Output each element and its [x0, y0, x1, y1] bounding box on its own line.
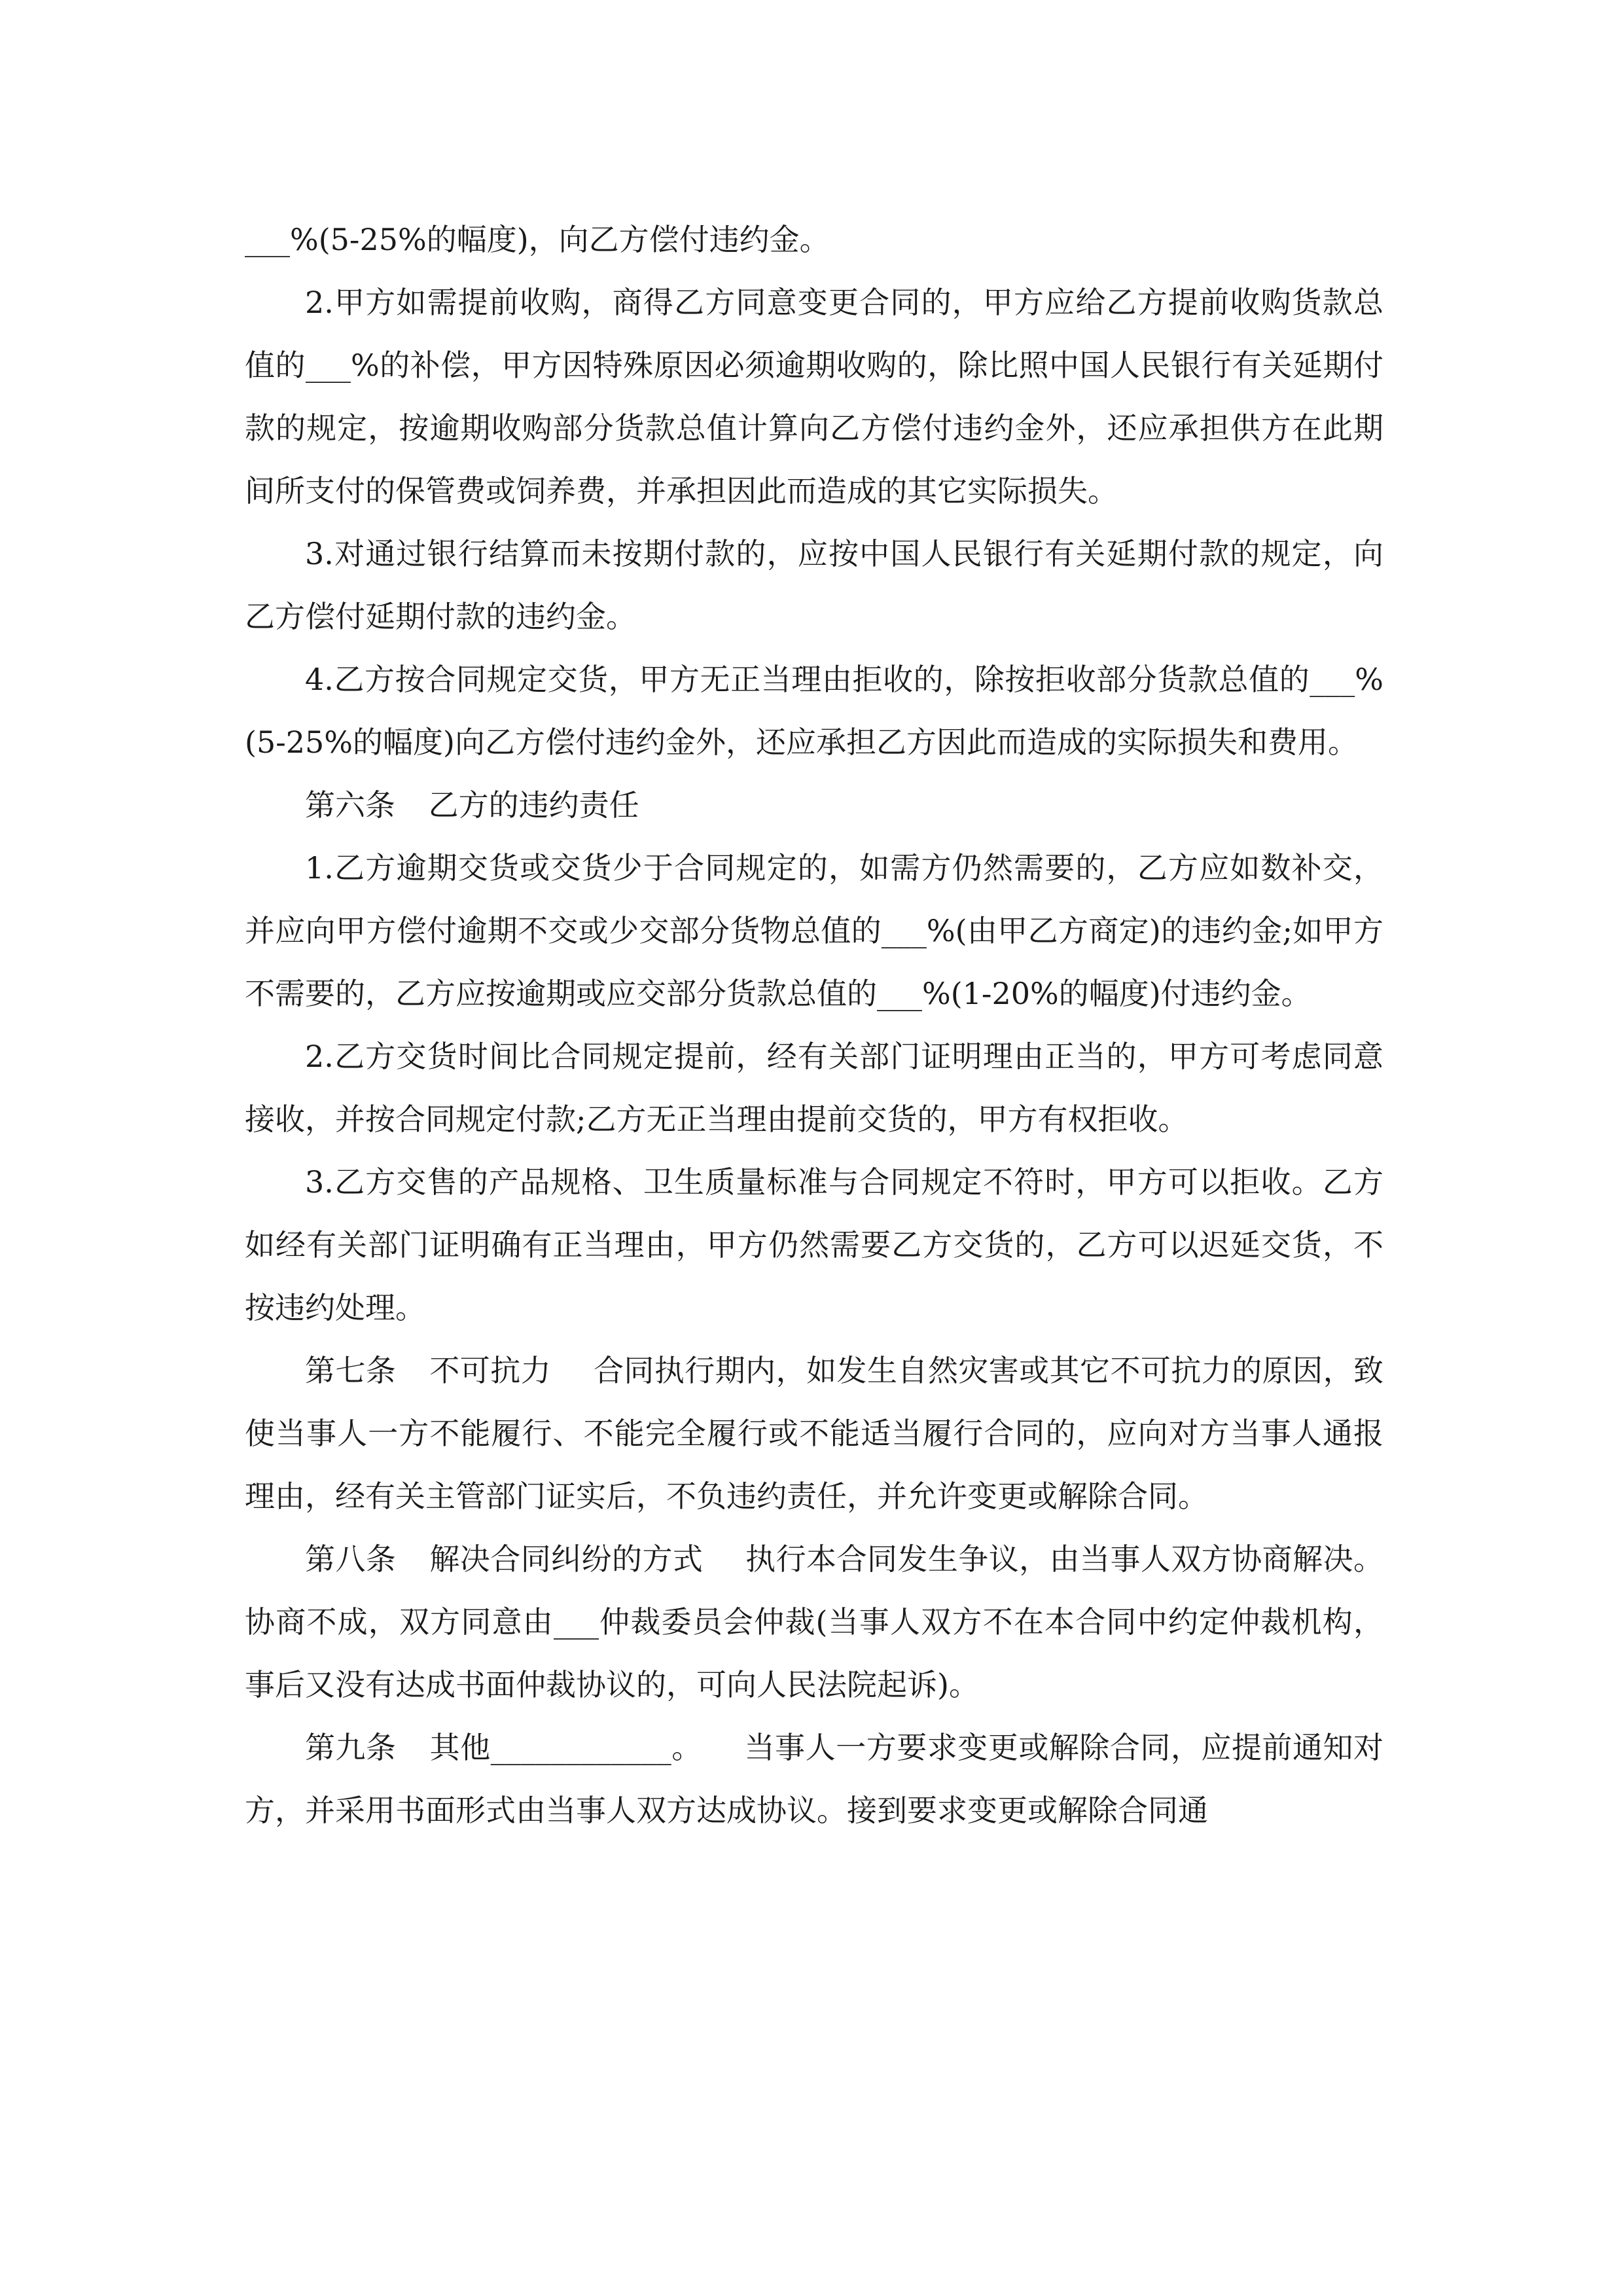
article-9-number: 第九条: [305, 1730, 397, 1765]
article-9: [245, 1716, 1383, 1842]
article-7-body: 合同执行期内，如发生自然灾害或其它不可抗力的原因，致使当事人一方不能履行、不能完全履行或不能适当履行合同的，应向对方当事人通报理由，经有关主管部门证实后，不负违约责任，并允许变更或解除合同。: [245, 1353, 1384, 1514]
paragraph-rejection: 4.乙方按合同规定交货，甲方无正当理由拒收的，除按拒收部分货款总值的___%(5-25%的幅度)向乙方偿付违约金外，还应承担乙方因此而造成的实际损失和费用。: [245, 662, 1383, 760]
article-9-body: 当事人一方要求变更或解除合同，应提前通知对方，并采用书面形式由当事人双方达成协议。接到要求变更或解除合同通: [245, 1730, 1384, 1828]
article-8-number: 第八条: [305, 1541, 397, 1577]
article-9-title: 其他____________。: [429, 1730, 702, 1765]
article-8: [245, 1528, 1383, 1716]
article-7-number: 第七条: [305, 1353, 397, 1388]
paragraph-early-purchase: 2.甲方如需提前收购，商得乙方同意变更合同的，甲方应给乙方提前收购货款总值的___%的补偿，甲方因特殊原因必须逾期收购的，除比照中国人民银行有关延期付款的规定，按逾期收购部分货款总值计算向乙方偿付违约金外，还应承担供方在此期间所支付的保管费或饲养费，并承担因此而造成的其它实际损失。: [245, 285, 1383, 509]
paragraph-early-delivery: 2.乙方交货时间比合同规定提前，经有关部门证明理由正当的，甲方可考虑同意接收，并按合同规定付款;乙方无正当理由提前交货的，甲方有权拒收。: [245, 1039, 1383, 1137]
article-8-title: 解决合同纠纷的方式: [429, 1541, 704, 1577]
article-7-title: 不可抗力: [429, 1353, 552, 1388]
paragraph-quality-mismatch: 3.乙方交售的产品规格、卫生质量标准与合同规定不符时，甲方可以拒收。乙方如经有关部门证明确有正当理由，甲方仍然需要乙方交货的，乙方可以迟延交货，不按违约处理。: [245, 1164, 1383, 1325]
article-6-number: 第六条: [305, 787, 395, 823]
article-6-heading: [245, 774, 1383, 836]
document-page: [245, 208, 1383, 1842]
article-6-title: 乙方的违约责任: [428, 787, 639, 823]
article-7: [245, 1339, 1383, 1528]
paragraph-bank-settlement: 3.对通过银行结算而未按期付款的，应按中国人民银行有关延期付款的规定，向乙方偿付延期付款的违约金。: [245, 536, 1383, 634]
article-8-body: 执行本合同发生争议，由当事人双方协商解决。协商不成，双方同意由___仲裁委员会仲裁(当事人双方不在本合同中约定仲裁机构，事后又没有达成书面仲裁协议的，可向人民法院起诉)。: [245, 1541, 1384, 1702]
paragraph-penalty-rate: ___%(5-25%的幅度)，向乙方偿付违约金。: [245, 222, 830, 257]
paragraph-late-delivery: 1.乙方逾期交货或交货少于合同规定的，如需方仍然需要的，乙方应如数补交，并应向甲方偿付逾期不交或少交部分货物总值的___%(由甲乙方商定)的违约金;如甲方不需要的，乙方应按逾期或应交部分货款总值的___%(1-20%的幅度)付违约金。: [245, 850, 1383, 1011]
